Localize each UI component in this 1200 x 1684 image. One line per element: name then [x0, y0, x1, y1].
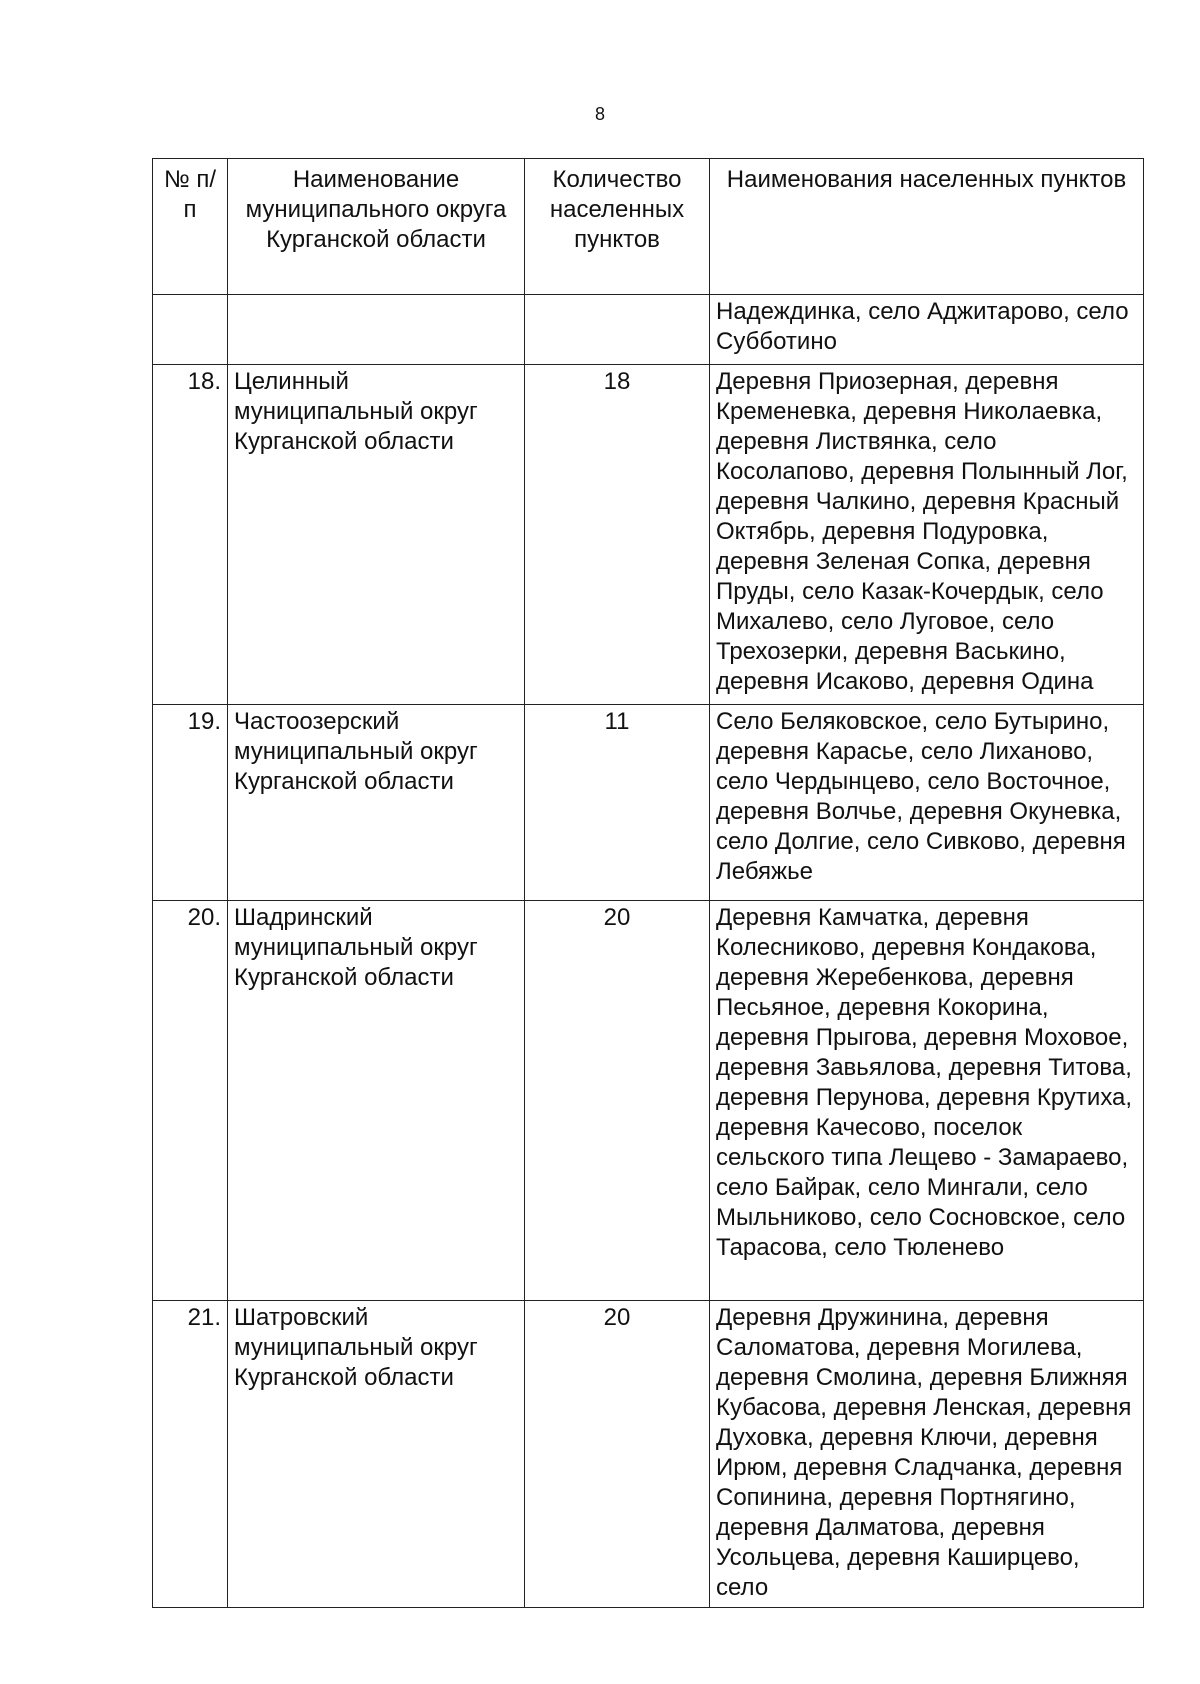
page-number: 8	[594, 104, 605, 124]
table-header-row	[153, 159, 1144, 295]
row-number: 20.	[153, 901, 228, 1301]
table-row	[153, 901, 1144, 1301]
settlement-names: Село Беляковское, село Бутырино, деревня Карасье, село Лиханово, село Чердынцево, село Восточное, деревня Волчье, деревня Окуневка, село Долгие, село Сивково, деревня Лебяжье	[710, 705, 1144, 901]
settlement-names: Деревня Камчатка, деревня Колесниково, деревня Кондакова, деревня Жеребенкова, деревня Песьяное, деревня Кокорина, деревня Прыгова, деревня Моховое, деревня Завьялова, деревня Титова, деревня Перунова, деревня Крутиха, деревня Качесово, поселок сельского типа Лещево - Замараево, село Байрак, село Мингали, село Мыльниково, село Сосновское, село Тарасова, село Тюленево	[710, 901, 1144, 1301]
row-number: 19.	[153, 705, 228, 901]
row-number: 21.	[153, 1301, 228, 1608]
settlement-names: Надеждинка, село Аджитарово, село Субботино	[710, 295, 1144, 365]
settlement-names: Деревня Приозерная, деревня Кременевка, деревня Николаевка, деревня Листвянка, село Косолапово, деревня Полынный Лог, деревня Чалкино, деревня Красный Октябрь, деревня Подуровка, деревня Зеленая Сопка, деревня Пруды, село Казак-Кочердык, село Михалево, село Луговое, село Трехозерки, деревня Васькино, деревня Исаково, деревня Одина	[710, 365, 1144, 705]
district-name	[228, 295, 525, 365]
table-row	[153, 1301, 1144, 1608]
row-number: 18.	[153, 365, 228, 705]
table-row	[153, 365, 1144, 705]
header-settlement-names: Наименования населенных пунктов	[710, 159, 1144, 295]
settlements-table	[152, 158, 1144, 1608]
header-district-name: Наименование муниципального округа Курганской области	[228, 159, 525, 295]
district-name: Шадринский муниципальный округ Курганской области	[228, 901, 525, 1301]
settlement-count: 20	[525, 1301, 710, 1608]
settlement-names: Деревня Дружинина, деревня Саломатова, деревня Могилева, деревня Смолина, деревня Ближняя Кубасова, деревня Ленская, деревня Духовка, деревня Ключи, деревня Ирюм, деревня Сладчанка, деревня Сопинина, деревня Портнягино, деревня Далматова, деревня Усольцева, деревня Каширцево, село	[710, 1301, 1144, 1608]
settlement-count: 18	[525, 365, 710, 705]
table-row	[153, 295, 1144, 365]
row-number	[153, 295, 228, 365]
settlement-count: 11	[525, 705, 710, 901]
header-settlement-count: Количество населенных пунктов	[525, 159, 710, 295]
table-row	[153, 705, 1144, 901]
settlement-count: 20	[525, 901, 710, 1301]
settlement-count	[525, 295, 710, 365]
header-number: № п/п	[153, 159, 228, 295]
district-name: Целинный муниципальный округ Курганской области	[228, 365, 525, 705]
district-name: Шатровский муниципальный округ Курганской области	[228, 1301, 525, 1608]
district-name: Частоозерский муниципальный округ Курганской области	[228, 705, 525, 901]
